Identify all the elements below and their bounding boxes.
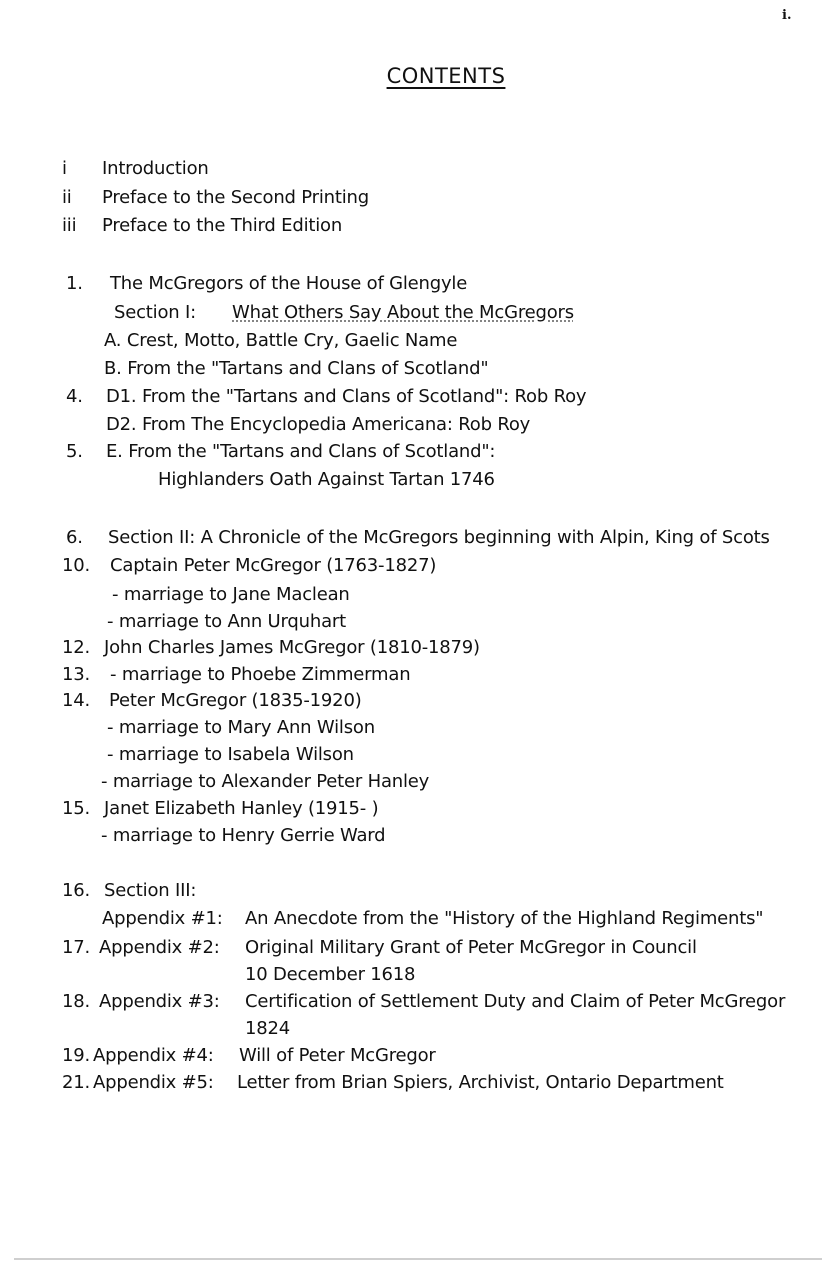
toc-entry-text: - marriage to Isabela Wilson [107, 744, 354, 765]
appendix-title: An Anecdote from the "History of the Highland Regiments" [245, 908, 764, 929]
page-title: CONTENTS [386, 64, 506, 88]
toc-entry-text: John Charles James McGregor (1810-1879) [104, 637, 480, 658]
appendix-title-cont: 10 December 1618 [245, 964, 416, 985]
toc-entry-text: Highlanders Oath Against Tartan 1746 [158, 469, 495, 490]
appendix-title: Certification of Settlement Duty and Claim of Peter McGregor [245, 991, 786, 1012]
toc-entry-text: E. From the "Tartans and Clans of Scotland": [106, 441, 496, 462]
toc-entry-number: 1. [66, 273, 83, 294]
appendix-label: Appendix #4: [93, 1045, 214, 1066]
toc-entry-number: 6. [66, 527, 83, 548]
toc-entry-text: - marriage to Jane Maclean [112, 584, 350, 605]
toc-entry-text: - marriage to Ann Urquhart [107, 611, 346, 632]
toc-entry-number: 19. [62, 1045, 91, 1066]
toc-entry-number: 5. [66, 441, 83, 462]
toc-entry-number: 16. [62, 880, 91, 901]
toc-entry-number: ii [62, 187, 72, 208]
toc-entry-number: i [62, 158, 67, 179]
appendix-title-cont: 1824 [245, 1018, 291, 1039]
toc-entry-number: 4. [66, 386, 83, 407]
toc-entry-number: 15. [62, 798, 91, 819]
toc-entry-number: 14. [62, 690, 91, 711]
appendix-label: Appendix #1: [102, 908, 223, 929]
toc-entry-text: D2. From The Encyclopedia Americana: Rob Roy [106, 414, 531, 435]
toc-entry-text: - marriage to Phoebe Zimmerman [110, 664, 411, 685]
toc-entry-text: Captain Peter McGregor (1763-1827) [110, 555, 437, 576]
section-heading: Section III: [104, 880, 197, 901]
toc-entry-number: 21. [62, 1072, 91, 1093]
page-number: i. [782, 8, 792, 23]
page-bottom-divider [14, 1258, 822, 1260]
appendix-label: Appendix #5: [93, 1072, 214, 1093]
toc-entry-number: 12. [62, 637, 91, 658]
toc-entry-number: 17. [62, 937, 91, 958]
toc-entry-text: Janet Elizabeth Hanley (1915- ) [104, 798, 379, 819]
toc-entry-text: - marriage to Henry Gerrie Ward [101, 825, 386, 846]
toc-entry-text: Preface to the Third Edition [102, 215, 343, 236]
appendix-title: Original Military Grant of Peter McGregor in Council [245, 937, 697, 958]
toc-entry-text: The McGregors of the House of Glengyle [110, 273, 468, 294]
toc-entry-number: 18. [62, 991, 91, 1012]
toc-entry-number: iii [62, 215, 77, 236]
appendix-label: Appendix #2: [99, 937, 220, 958]
toc-entry-number: 10. [62, 555, 91, 576]
toc-entry-text: D1. From the "Tartans and Clans of Scotland": Rob Roy [106, 386, 587, 407]
toc-entry-text: Section II: A Chronicle of the McGregors beginning with Alpin, King of Scots [108, 527, 770, 548]
toc-entry-text: A. Crest, Motto, Battle Cry, Gaelic Name [104, 330, 458, 351]
toc-entry-text: - marriage to Mary Ann Wilson [107, 717, 375, 738]
section-label: Section I: [114, 302, 196, 323]
section-title: What Others Say About the McGregors [232, 302, 574, 323]
toc-entry-text: - marriage to Alexander Peter Hanley [101, 771, 430, 792]
toc-entry-text: B. From the "Tartans and Clans of Scotland" [104, 358, 489, 379]
appendix-title: Will of Peter McGregor [239, 1045, 436, 1066]
appendix-title: Letter from Brian Spiers, Archivist, Ontario Department [237, 1072, 724, 1093]
toc-entry-text: Peter McGregor (1835-1920) [109, 690, 362, 711]
toc-entry-number: 13. [62, 664, 91, 685]
toc-entry-text: Preface to the Second Printing [102, 187, 369, 208]
appendix-label: Appendix #3: [99, 991, 220, 1012]
toc-entry-text: Introduction [102, 158, 209, 179]
